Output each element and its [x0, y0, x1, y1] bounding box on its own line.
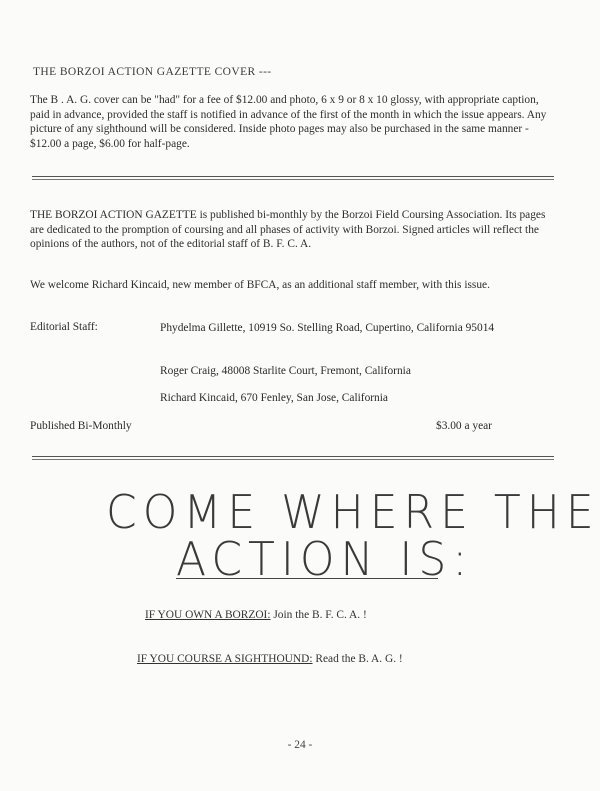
section-divider — [32, 456, 554, 460]
promo-headline-line2: ACTION IS: — [176, 533, 474, 587]
cta-read-lead: IF YOU COURSE A SIGHTHOUND: — [137, 653, 313, 665]
subscription-price: $3.00 a year — [436, 420, 492, 432]
welcome-paragraph: We welcome Richard Kincaid, new member of BFCA, as an additional staff member, with this issue. — [30, 279, 490, 291]
cover-paragraph: The B . A. G. cover can be "had" for a fee of $12.00 and photo, 6 x 9 or 8 x 10 glossy, with appropriate caption, paid in advance, provided the staff is notified in advance of the first of the month in which the issue appears. Any picture of any sighthound will be considered. Inside photo pages may also be purchased in the same manner - $12.00 a page, $6.00 for half-page. — [30, 94, 547, 150]
cta-read — [137, 653, 403, 665]
cta-join — [145, 609, 367, 621]
page-number: - 24 - — [287, 739, 313, 751]
publication-frequency: Published Bi-Monthly — [30, 420, 132, 432]
cta-join-text: Join the B. F. C. A. ! — [273, 609, 367, 621]
cta-read-text: Read the B. A. G. ! — [315, 653, 403, 665]
staff-member: Roger Craig, 48008 Starlite Court, Fremont, California — [160, 365, 411, 377]
about-paragraph: THE BORZOI ACTION GAZETTE is published bi-monthly by the Borzoi Field Coursing Association. Its pages are dedicated to the promption of coursing and all phases of activity with Borzoi. Signed articles will reflect the opinions of the authors, not of the editorial staff of B. F. C. A. — [30, 209, 546, 251]
staff-member: Phydelma Gillette, 10919 So. Stelling Road, Cupertino, California 95014 — [160, 322, 495, 334]
section-divider — [32, 176, 554, 180]
cta-join-lead: IF YOU OWN A BORZOI: — [145, 609, 271, 621]
promo-headline-line1: COME WHERE THE — [106, 486, 600, 540]
staff-member: Richard Kincaid, 670 Fenley, San Jose, California — [160, 392, 388, 404]
cover-heading: THE BORZOI ACTION GAZETTE COVER --- — [33, 66, 272, 78]
editorial-staff-label: Editorial Staff: — [30, 321, 98, 333]
promo-underline — [176, 578, 438, 579]
